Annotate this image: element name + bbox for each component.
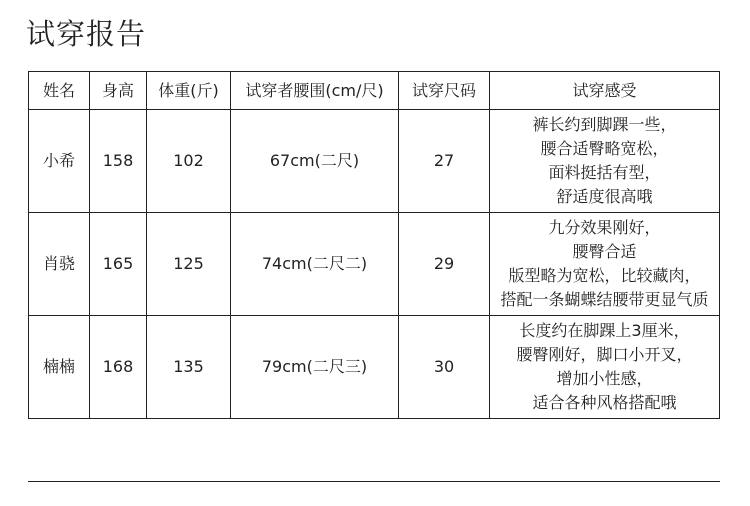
header-feel: 试穿感受: [490, 72, 720, 110]
feel-line: 适合各种风格搭配哦: [532, 393, 677, 412]
cell-weight: 125: [147, 213, 231, 316]
cell-size: 29: [399, 213, 490, 316]
header-height: 身高: [90, 72, 147, 110]
cell-size: 27: [399, 110, 490, 213]
header-size: 试穿尺码: [399, 72, 490, 110]
cell-weight: 135: [147, 316, 231, 419]
cell-feel: [490, 110, 720, 213]
feel-line: 腰臀合适: [572, 242, 637, 261]
feel-line: 版型略为宽松，比较藏肉，: [508, 266, 701, 285]
feel-line: 腰臀刚好，脚口小开叉，: [516, 345, 693, 364]
cell-height: 168: [90, 316, 147, 419]
cell-height: 158: [90, 110, 147, 213]
feel-line: 面料挺括有型，: [548, 163, 661, 182]
cell-size: 30: [399, 316, 490, 419]
feel-line: 九分效果刚好，: [548, 218, 661, 237]
cell-name: 小希: [29, 110, 90, 213]
page-title: 试穿报告: [26, 17, 147, 51]
cell-name: 楠楠: [29, 316, 90, 419]
cell-feel: [490, 213, 720, 316]
cell-waist: 74cm(二尺二): [231, 213, 399, 316]
table-row: [29, 110, 720, 213]
cell-name: 肖骁: [29, 213, 90, 316]
cell-waist: 79cm(二尺三): [231, 316, 399, 419]
cell-height: 165: [90, 213, 147, 316]
table-row: [29, 316, 720, 419]
cell-waist: 67cm(二尺): [231, 110, 399, 213]
header-weight: 体重(斤): [147, 72, 231, 110]
feel-line: 舒适度很高哦: [556, 187, 653, 206]
table-header-row: [29, 72, 720, 110]
feel-line: 搭配一条蝴蝶结腰带更显气质: [500, 290, 709, 309]
table-row: [29, 213, 720, 316]
fitting-report-table: [28, 71, 720, 419]
feel-line: 裤长约到脚踝一些，: [532, 115, 677, 134]
header-name: 姓名: [29, 72, 90, 110]
header-waist: 试穿者腰围(cm/尺): [231, 72, 399, 110]
cell-weight: 102: [147, 110, 231, 213]
feel-line: 长度约在脚踝上3厘米，: [519, 321, 690, 340]
cell-feel: [490, 316, 720, 419]
feel-line: 腰合适臀略宽松，: [540, 139, 669, 158]
bottom-divider: [28, 481, 720, 482]
feel-line: 增加小性感，: [556, 369, 653, 388]
